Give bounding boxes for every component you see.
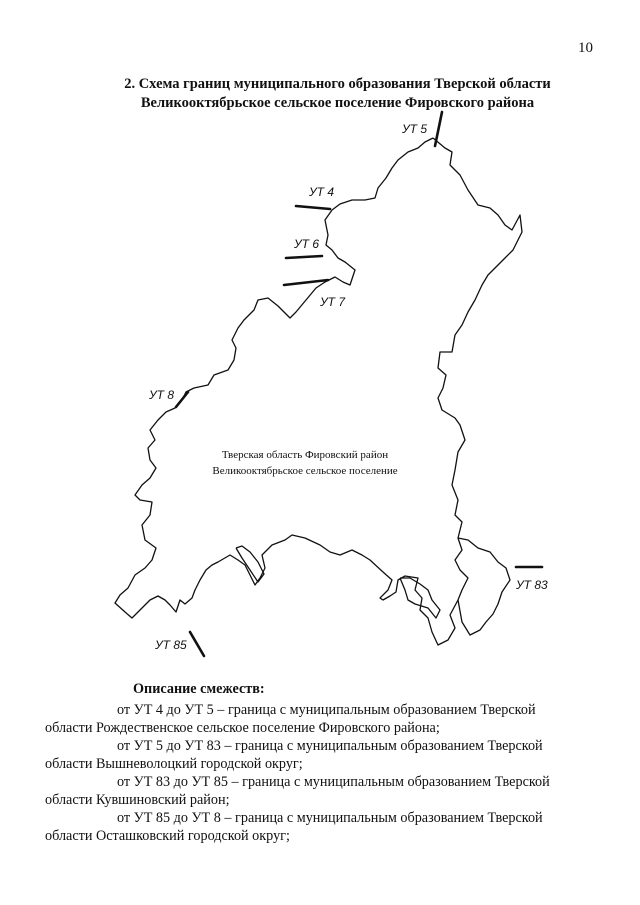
ut4-label: УТ 4 [309, 185, 335, 199]
description-heading: Описание смежеств: [133, 681, 265, 697]
description-item-3: от УТ 83 до УТ 85 – граница с муниципальным образованием Тверской [117, 774, 550, 790]
ut5-marker [435, 112, 442, 146]
page-number: 10 [578, 40, 593, 56]
ut8-label: УТ 8 [149, 388, 175, 402]
description-item-4-cont: области Осташковский городской округ; [45, 828, 290, 844]
title-line-1: 2. Схема границ муниципального образования Тверской области [124, 76, 551, 92]
description-item-2-cont: области Вышневолоцкий городской округ; [45, 756, 303, 772]
map-center-label [190, 447, 420, 479]
adjacency-description [45, 680, 600, 845]
boundary-lobe [458, 538, 510, 635]
settlement-boundary [115, 138, 522, 645]
ut8-marker [176, 392, 188, 407]
ut83-label: УТ 83 [516, 578, 548, 592]
description-item-3-cont: области Кувшиновский район; [45, 792, 230, 808]
description-item-2: от УТ 5 до УТ 83 – граница с муниципальным образованием Тверской [117, 738, 543, 754]
ut4-marker [296, 206, 330, 209]
ut7-label: УТ 7 [320, 295, 346, 309]
ut5-label: УТ 5 [402, 122, 428, 136]
map-center-line-2: Великооктябрьское сельское поселение [212, 465, 398, 477]
ut85-label: УТ 85 [155, 638, 187, 652]
ut85-marker [190, 632, 204, 656]
description-item-1: от УТ 4 до УТ 5 – граница с муниципальным образованием Тверской [117, 702, 536, 718]
enclave-boundary [400, 578, 440, 618]
ut6-label: УТ 6 [294, 237, 320, 251]
description-item-1-cont: области Рождественское сельское поселение Фировского района; [45, 720, 440, 736]
map-center-line-1: Тверская область Фировский район [221, 449, 389, 461]
description-item-4: от УТ 85 до УТ 8 – граница с муниципальным образованием Тверской [117, 810, 543, 826]
ut6-marker [286, 256, 322, 258]
title-line-2: Великооктябрьское сельское поселение Фировского района [140, 95, 535, 111]
inner-boundary [236, 546, 264, 582]
